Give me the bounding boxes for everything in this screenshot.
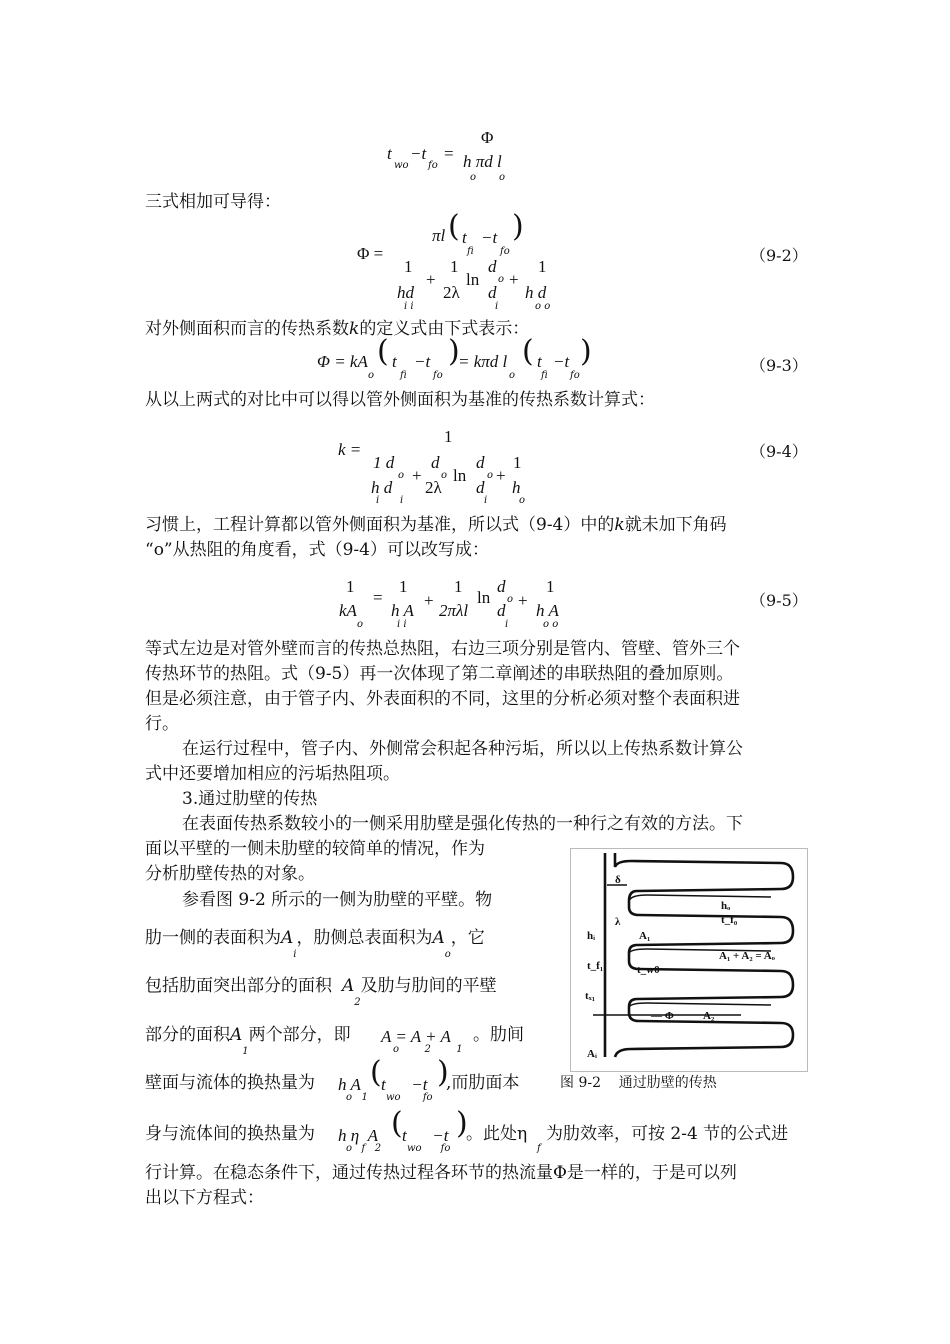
paragraph-see-1: 参看图 9-2 所示的一侧为肋壁的平壁。物 — [182, 890, 493, 910]
see-3sub: 2 — [354, 997, 361, 1008]
eq-top-lhs: t — [387, 144, 392, 163]
eq92-t3-den-sub: i — [495, 301, 499, 312]
eq95-d-den-sub: o o — [543, 619, 559, 630]
eq92-t4-sub: o o — [535, 301, 551, 312]
paragraph-left-1: 等式左边是对管外壁而言的传热总热阻，右边三项分别是管内、管壁、管外三个 — [145, 639, 740, 659]
body-1b: 。此处η — [466, 1124, 528, 1144]
eq93-lparen1: ( — [377, 334, 389, 369]
paragraph-left-2: 传热环节的热阻。式（9-5）再一次体现了第二章阐述的串联热阻的叠加原则。 — [145, 664, 734, 684]
fig-label-sum: A₁ + A₂ = Aₒ — [719, 950, 775, 962]
eq92-rparen: ) — [512, 209, 524, 244]
eq93-t2: −t — [414, 352, 431, 371]
eq94-d-bot-sub: o — [519, 495, 526, 506]
eq95-c-num-sub: o — [507, 594, 514, 605]
eq92-ln: ln — [466, 270, 480, 289]
eq94-ln: ln — [453, 466, 467, 485]
see-4sub: 1 — [242, 1046, 249, 1057]
fig-label-ai: Aᵢ — [587, 1048, 597, 1060]
eq93-rparen2: ) — [580, 334, 592, 369]
see-3var: A — [342, 976, 355, 996]
eq92-t2-den: 2λ — [443, 283, 460, 302]
see-5subs: o 1 — [346, 1092, 368, 1103]
eq94-d-bot: h — [512, 478, 521, 497]
eq95-plus1: + — [424, 591, 434, 610]
see-5tsubs: wo fo — [386, 1092, 433, 1103]
eq92-t3-num: d — [488, 257, 497, 276]
eq95-c-num: d — [497, 577, 506, 596]
eq92-number: （9-2） — [750, 246, 808, 265]
section-heading: 3.通过肋壁的传热 — [182, 789, 318, 809]
see-4b: 两个部分，即 — [248, 1025, 351, 1045]
habit-1a: 习惯上，工程计算都以管外侧面积为基准，所以式（9-4）中的 — [145, 515, 615, 535]
eq92-t3-num-sub: o — [498, 274, 505, 285]
eq94-plus2: + — [496, 466, 506, 485]
paragraph-run-1: 在运行过程中，管子内、外侧常会积起各种污垢，所以以上传热系数计算公 — [182, 739, 743, 759]
fig-label-a1: A₁ — [639, 930, 651, 942]
eq94-b-top: d — [431, 453, 440, 472]
eq93-t1: t — [392, 352, 397, 371]
see-2b: ，肋侧总表面积为 — [296, 928, 433, 948]
figure-caption: 图 9-2 通过肋壁的传热 — [560, 1075, 717, 1091]
eq93-text2: = kπd l — [458, 352, 508, 371]
fig-label-twi: tₓ₁ — [585, 990, 596, 1002]
body-1tsubs: wo fo — [407, 1143, 451, 1154]
paragraph-left-3: 但是必须注意，由于管子内、外表面积的不同，这里的分析必须对整个表面积进 — [145, 689, 740, 709]
see-3b: 及肋与肋间的平壁 — [360, 976, 497, 996]
body-1c: 为肋效率，可按 2-4 节的公式进 — [546, 1124, 789, 1144]
eq94-b-bot: 2λ — [425, 478, 442, 497]
body-1t: t −t — [402, 1126, 449, 1145]
eq95-c-den-sub: i — [505, 619, 509, 630]
see-2sub2: o — [444, 949, 451, 960]
fig-label-lambda: λ — [615, 916, 621, 928]
eq95-equals: = — [373, 588, 383, 607]
habit-1b: 就未加下角码 — [624, 515, 727, 535]
eq94-c-bot-sub: i — [484, 495, 488, 506]
eq93-s4: o — [509, 370, 516, 381]
fig-label-tfo: t_f₀ — [721, 914, 738, 926]
eq-top-sub1: wo — [394, 160, 409, 171]
eq-top-sub2: fo — [428, 160, 438, 171]
see-5-rparen: ) — [437, 1055, 449, 1090]
eq93-number: （9-3） — [750, 356, 808, 375]
eq93-s1: o — [368, 370, 375, 381]
see-4var: A — [230, 1025, 243, 1045]
eq-top-num: Φ — [481, 128, 494, 147]
paragraph-fin-2: 面以平壁的一侧未肋壁的较简单的情况，作为 — [145, 839, 485, 859]
eq94-a-top-sub: o — [398, 470, 405, 481]
eq92-t1-den: hd — [397, 283, 414, 302]
eq92-num: πl — [432, 226, 446, 245]
paragraph-habit-1 — [145, 517, 727, 534]
paragraph-see-4 — [145, 1025, 351, 1057]
eq95-a-den-sub: i i — [397, 619, 407, 630]
fig-label-phi: — Φ — [651, 1010, 674, 1022]
eq-top-den: h πd l — [463, 152, 502, 171]
eq94-c-top: d — [476, 453, 485, 472]
eq94-a-bot-sub1: i — [376, 495, 380, 506]
finned-wall-diagram — [571, 849, 807, 1071]
eq92-t2-num: 1 — [450, 257, 459, 276]
eq95-b-den: 2πλl — [439, 601, 469, 620]
eq92-plus2: + — [509, 270, 519, 289]
eq92-t3-den: d — [488, 283, 497, 302]
eq95-l-den: kA — [339, 601, 357, 620]
eq92-t1-sub: i i — [404, 301, 414, 312]
eq93-rparen1: ) — [448, 334, 460, 369]
habit-1var: k — [614, 515, 625, 535]
see-5t: t −t — [381, 1075, 428, 1094]
eq-top-equals: = — [444, 144, 454, 163]
eq95-b-num: 1 — [454, 577, 463, 596]
eq-top-minus: −t — [410, 144, 427, 163]
see-2a: 肋一侧的表面积为 — [145, 928, 281, 948]
eq92-t1-num: 1 — [404, 257, 413, 276]
eq94-lhs: k = — [338, 440, 362, 459]
eq93-s2: fi — [400, 370, 407, 381]
paragraph-body-1: 身与流体间的换热量为 — [145, 1124, 315, 1144]
eq95-a-den: h A — [391, 601, 414, 620]
eq94-a-top: 1 d — [373, 453, 395, 472]
see-2c: ，它 — [450, 928, 485, 948]
eq93-t4: −t — [553, 352, 570, 371]
eq94-number: （9-4） — [750, 442, 808, 461]
eq93-s3: fo — [433, 370, 443, 381]
see-5expr: h A — [338, 1075, 361, 1094]
paragraph-see-5: 壁面与流体的换热量为 — [145, 1073, 315, 1093]
eq93-s5: fi — [541, 370, 548, 381]
eq92-t4-num: 1 — [538, 257, 547, 276]
eq92-t4-den: h d — [525, 283, 547, 302]
eq-top-den-sub1: o — [470, 172, 477, 183]
eq-top-den-sub2: o — [499, 172, 506, 183]
paragraph-run-2: 式中还要增加相应的污垢热阻项。 — [145, 764, 400, 784]
see-2var1: A — [281, 928, 294, 948]
see-3a: 包括肋面突出部分的面积 — [145, 976, 332, 996]
fig-label-hi: hᵢ — [587, 930, 596, 942]
eq95-l-num: 1 — [346, 577, 355, 596]
paragraph-compare: 从以上两式的对比中可以得以管外侧面积为基准的传热系数计算式： — [145, 390, 655, 410]
eq93-t3: t — [537, 352, 542, 371]
paragraph-fin-3: 分析肋壁传热的对象。 — [145, 864, 315, 884]
figure-9-2 — [570, 848, 808, 1072]
see-2sub1: i — [293, 949, 297, 960]
eq92-lhs: Φ = — [357, 244, 384, 263]
body-1-lparen: ( — [391, 1106, 403, 1141]
fig-label-a2: A₂ — [703, 1010, 715, 1022]
eq94-a-bot: h d — [371, 478, 393, 497]
def-k-a: 对外侧面积而言的传热系数 — [145, 319, 349, 339]
eq94-b-top-sub: o — [441, 470, 448, 481]
see-4eq-subs: o 2 1 — [393, 1044, 463, 1055]
body-1sub: f — [537, 1143, 541, 1154]
paragraph-def-k — [145, 321, 529, 338]
eq92-plus1: + — [426, 270, 436, 289]
fig-label-tw0: t_w0 — [637, 964, 660, 976]
eq94-c-bot: d — [476, 478, 485, 497]
eq94-d-top: 1 — [513, 453, 522, 472]
paragraph-see-3 — [145, 976, 497, 1008]
eq93-lparen2: ( — [522, 334, 534, 369]
paragraph-body-2: 行计算。在稳态条件下，通过传热过程各环节的热流量Φ是一样的，于是可以列 — [145, 1163, 737, 1183]
eq95-a-num: 1 — [399, 577, 408, 596]
paragraph-body-3: 出以下方程式： — [145, 1188, 264, 1208]
eq92-num-s2: fo — [500, 246, 510, 257]
fig-label-tfi: t_f₁ — [587, 960, 604, 972]
paragraph-sum: 三式相加可导得： — [145, 192, 281, 212]
paragraph-see-2 — [145, 928, 485, 960]
see-4eq: A = A + A — [381, 1027, 451, 1046]
eq92-num-t2: −t — [481, 228, 498, 247]
body-1subs: o f 2 — [346, 1143, 382, 1154]
eq95-c-den: d — [497, 601, 506, 620]
body-1-rparen: ) — [456, 1106, 468, 1141]
paragraph-habit-2: “o”从热阻的角度看，式（9-4）可以改写成： — [145, 540, 489, 560]
eq95-number: （9-5） — [750, 591, 808, 610]
eq95-d-num: 1 — [546, 577, 555, 596]
body-1expr: h η A — [338, 1126, 379, 1145]
paragraph-fin-1: 在表面传热系数较小的一侧采用肋壁是强化传热的一种行之有效的方法。下 — [182, 814, 743, 834]
eq95-ln: ln — [477, 588, 491, 607]
eq95-l-den-sub: o — [357, 619, 364, 630]
eq92-lparen: ( — [448, 209, 460, 244]
eq92-num-t1: t — [462, 228, 467, 247]
see-4c: 。肋间 — [473, 1025, 524, 1045]
eq94-num: 1 — [444, 427, 453, 446]
eq94-a-bot-sub2: i — [400, 495, 404, 506]
def-k-b: 的定义式由下式表示： — [359, 319, 530, 339]
fig-label-ho: hₒ — [721, 900, 731, 912]
paragraph-left-4: 行。 — [145, 714, 179, 734]
see-5-lparen: ( — [370, 1055, 382, 1090]
see-4a: 部分的面积 — [145, 1025, 230, 1045]
eq95-d-den: h A — [536, 601, 559, 620]
eq95-plus2: + — [518, 591, 528, 610]
eq92-num-s1: fi — [467, 246, 474, 257]
eq93-text1: Φ = kA — [317, 352, 368, 371]
eq94-c-top-sub: o — [487, 470, 494, 481]
eq94-plus1: + — [412, 466, 422, 485]
eq93-s6: fo — [570, 370, 580, 381]
see-5b: ,而肋面本 — [446, 1073, 520, 1093]
fig-label-delta: δ — [615, 874, 621, 886]
see-2var2: A — [432, 928, 445, 948]
def-k-var: k — [349, 319, 360, 339]
